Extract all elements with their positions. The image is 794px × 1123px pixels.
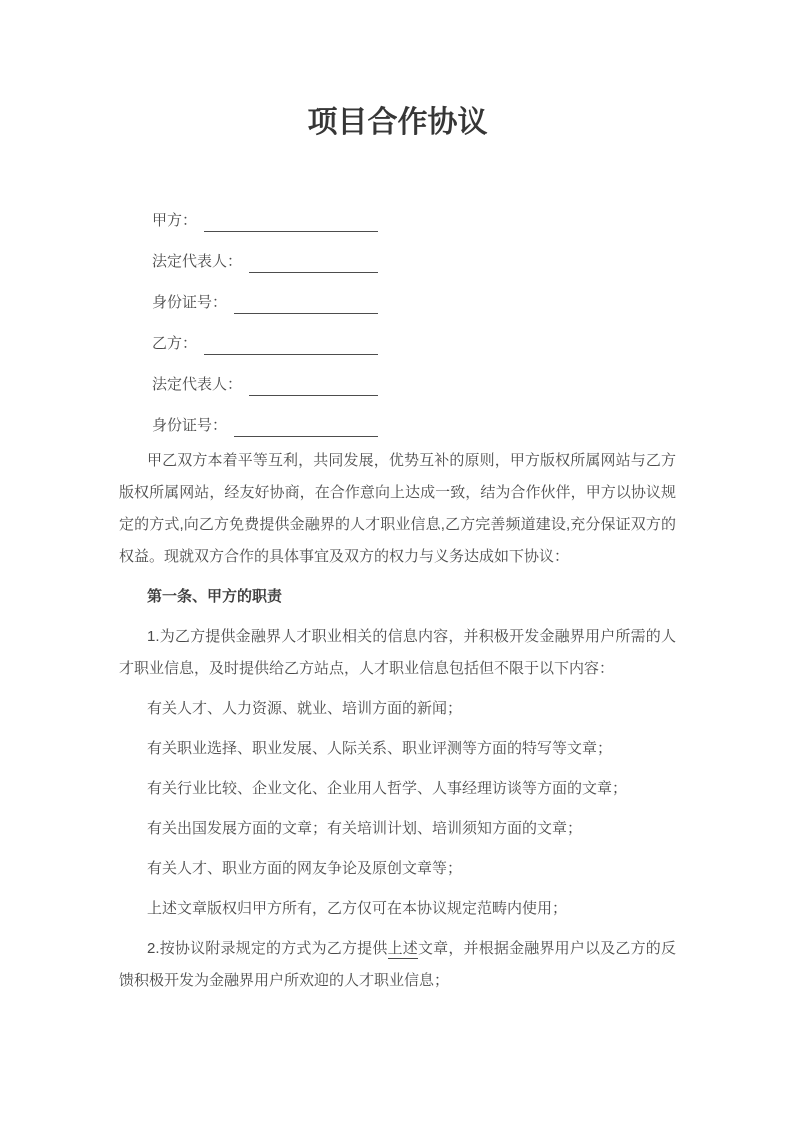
bullet-line-abroad-training: 有关出国发展方面的文章；有关培训计划、培训须知方面的文章；: [147, 820, 583, 837]
form-label-party-b-id-number: 身份证号：: [152, 417, 228, 434]
form-label-party-b: 乙方：: [152, 335, 198, 352]
form-row-party-a-id-number: [152, 273, 378, 314]
form-label-party-b-representative: 法定代表人：: [152, 376, 243, 393]
form-row-party-b-representative: [152, 355, 378, 396]
form-label-party-a-representative: 法定代表人：: [152, 253, 243, 270]
blank-line-party-b: [204, 337, 378, 355]
clause-2-prefix: 2.按协议附录规定的方式为乙方提供: [147, 940, 388, 957]
form-row-party-b: [152, 314, 378, 355]
agreement-body: [119, 445, 676, 997]
form-row-party-b-id-number: [152, 396, 378, 437]
bullet-line-copyright-notice: 上述文章版权归甲方所有，乙方仅可在本协议规定范畴内使用；: [147, 900, 568, 917]
clause-2-paragraph: [119, 933, 676, 997]
bullet-line-news: 有关人才、人力资源、就业、培训方面的新闻；: [147, 700, 463, 717]
clause-2-suffix: 文章，并根据金融界用户以及乙方的反馈积极开发为金融界用户所欢迎的人才职业信息；: [119, 940, 676, 989]
blank-line-party-a-id-number: [234, 296, 378, 314]
clause-1-paragraph: 1.为乙方提供金融界人才职业相关的信息内容，并积极开发金融界用户所需的人才职业信息，及时提供给乙方站点，人才职业信息包括但不限于以下内容：: [119, 628, 676, 677]
section-one-heading: 第一条、甲方的职责: [147, 588, 283, 605]
form-row-party-a: [152, 191, 378, 232]
form-row-party-a-representative: [152, 232, 378, 273]
document-title: 项目合作协议: [307, 106, 488, 139]
bullet-line-industry-articles: 有关行业比较、企业文化、企业用人哲学、人事经理访谈等方面的文章；: [147, 780, 628, 797]
form-label-party-a-id-number: 身份证号：: [152, 294, 228, 311]
blank-line-party-a: [204, 214, 378, 232]
blank-line-party-a-representative: [249, 255, 378, 273]
bullet-line-career-features: 有关职业选择、职业发展、人际关系、职业评测等方面的特写等文章；: [147, 740, 613, 757]
clause-2-underlined-term: 上述: [387, 940, 418, 957]
bullet-line-user-discussions: 有关人才、职业方面的网友争论及原创文章等；: [147, 860, 463, 877]
blank-line-party-b-id-number: [234, 419, 378, 437]
form-label-party-a: 甲方：: [152, 212, 198, 229]
intro-paragraph: 甲乙双方本着平等互利，共同发展，优势互补的原则，甲方版权所属网站与乙方版权所属网站，经友好协商，在合作意向上达成一致，结为合作伙伴，甲方以协议规定的方式,向乙方免费提供金融界的人才职业信息,乙方完善频道建设,充分保证双方的权益。现就双方合作的具体事宜及双方的权力与义务达成如下协议：: [119, 452, 676, 565]
party-info-form: [119, 191, 676, 437]
blank-line-party-b-representative: [249, 378, 378, 396]
